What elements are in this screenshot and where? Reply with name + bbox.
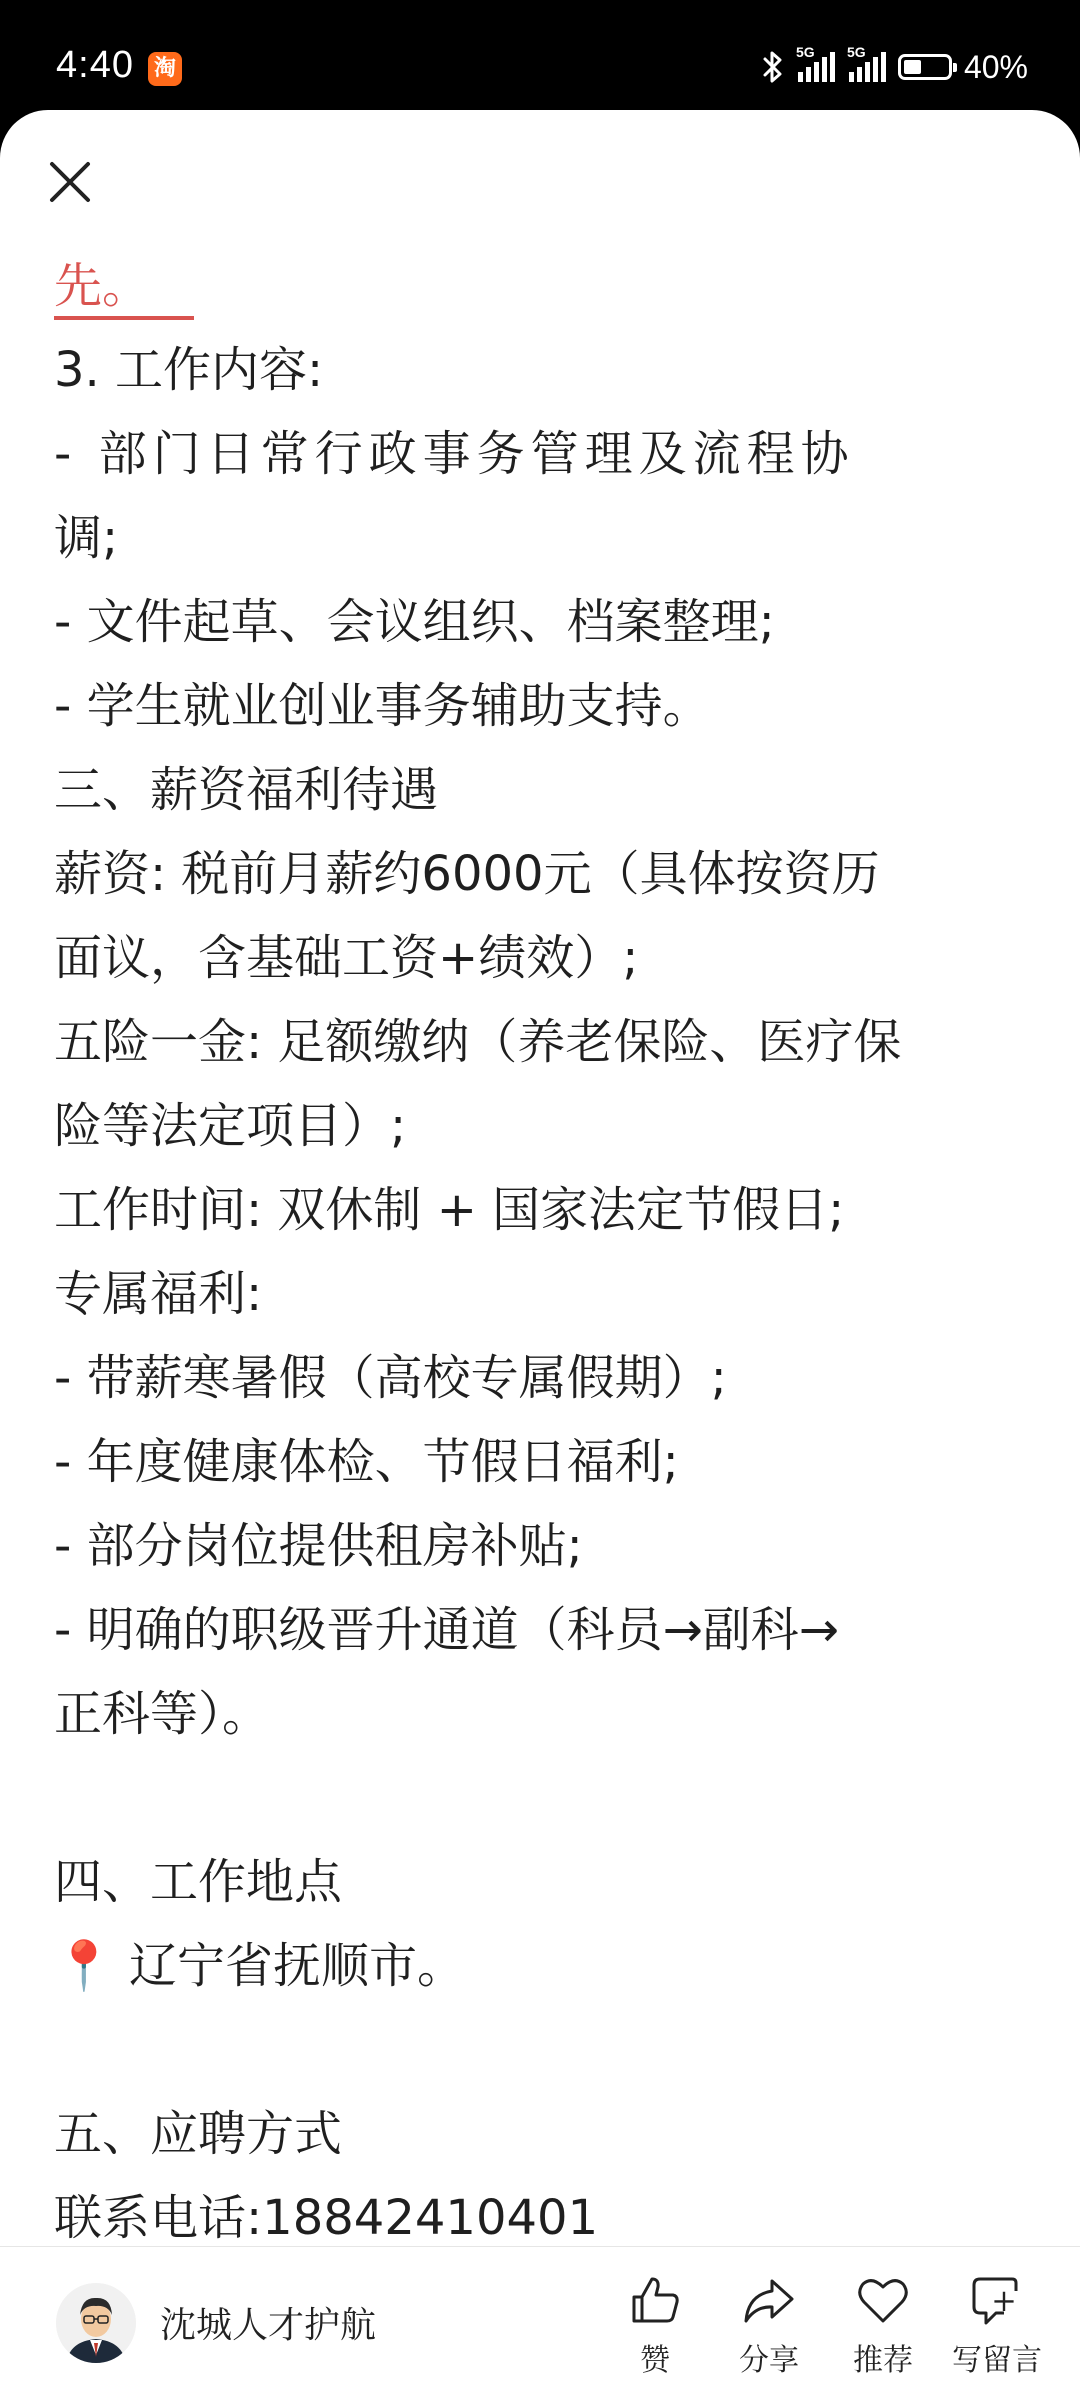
article-line: - 学生就业创业事务辅助支持。 xyxy=(54,678,711,734)
author-avatar[interactable] xyxy=(56,2283,136,2363)
avatar-icon xyxy=(56,2283,136,2363)
article-line: 正科等）。 xyxy=(54,1686,271,1742)
taobao-app-icon: 淘 xyxy=(148,52,182,86)
write-comment-button[interactable] xyxy=(952,2271,1042,2379)
author-name[interactable]: 沈城人才护航 xyxy=(160,2305,377,2346)
share-icon xyxy=(740,2271,798,2329)
article-line: - 文件起草、会议组织、档案整理; xyxy=(54,594,775,650)
article-line: - 带薪寒暑假（高校专属假期）; xyxy=(54,1350,727,1406)
share-label: 分享 xyxy=(739,2343,799,2378)
article-line: 专属福利: xyxy=(54,1266,263,1322)
bottom-action-bar xyxy=(0,2246,1080,2400)
article-body xyxy=(54,244,1034,2260)
battery-icon xyxy=(898,54,952,80)
recommend-label: 推荐 xyxy=(853,2343,913,2378)
article-line: 3. 工作内容: xyxy=(54,342,324,398)
recommend-button[interactable] xyxy=(846,2271,920,2379)
action-group xyxy=(618,2271,1042,2379)
signal-5g-1-icon: 5G xyxy=(796,52,835,82)
article-blank-line xyxy=(54,2008,1034,2092)
article-blank-line xyxy=(54,1756,1034,1840)
article-line: 先。 xyxy=(54,244,1034,328)
article-line: 险等法定项目）; xyxy=(54,1098,407,1154)
status-icons xyxy=(762,44,1028,90)
article-line: 面议，含基础工资+绩效）; xyxy=(54,930,639,986)
signal-5g-2-icon: 5G xyxy=(847,52,886,82)
article-line: - 明确的职级晋升通道（科员→副科→ xyxy=(54,1602,840,1658)
status-bar xyxy=(0,0,1080,110)
article-line: 四、工作地点 xyxy=(54,1854,343,1910)
close-icon xyxy=(44,156,96,208)
article-line: 五险一金: 足额缴纳（养老保险、医疗保 xyxy=(54,1014,902,1070)
article-line: - 年度健康体检、节假日福利; xyxy=(54,1434,679,1490)
phone-number-line[interactable]: 联系电话:18842410401 xyxy=(54,2190,599,2246)
like-button[interactable] xyxy=(618,2271,692,2379)
like-label: 赞 xyxy=(640,2343,670,2378)
article-line: - 部门日常行政事务管理及流程协 xyxy=(54,426,855,482)
battery-percent: 40% xyxy=(963,48,1028,85)
article-line: 📍 辽宁省抚顺市。 xyxy=(54,1938,466,1994)
thumbs-up-icon xyxy=(626,2271,684,2329)
status-time: 4:40 xyxy=(56,44,134,86)
article-line: 五、应聘方式 xyxy=(54,2106,343,2162)
article-line: - 部分岗位提供租房补贴; xyxy=(54,1518,583,1574)
heart-icon xyxy=(854,2271,912,2329)
article-line: 调; xyxy=(54,510,119,566)
write-comment-label: 写留言 xyxy=(952,2343,1042,2378)
close-button[interactable] xyxy=(44,156,96,208)
article-line: 薪资: 税前月薪约6000元（具体按资历 xyxy=(54,846,880,902)
bluetooth-icon xyxy=(762,50,784,84)
article-sheet xyxy=(0,110,1080,2400)
comment-add-icon xyxy=(968,2271,1026,2329)
share-button[interactable] xyxy=(732,2271,806,2379)
article-line: 工作时间: 双休制 + 国家法定节假日; xyxy=(54,1182,845,1238)
link-underline xyxy=(54,316,194,320)
article-line: 三、薪资福利待遇 xyxy=(54,762,439,818)
